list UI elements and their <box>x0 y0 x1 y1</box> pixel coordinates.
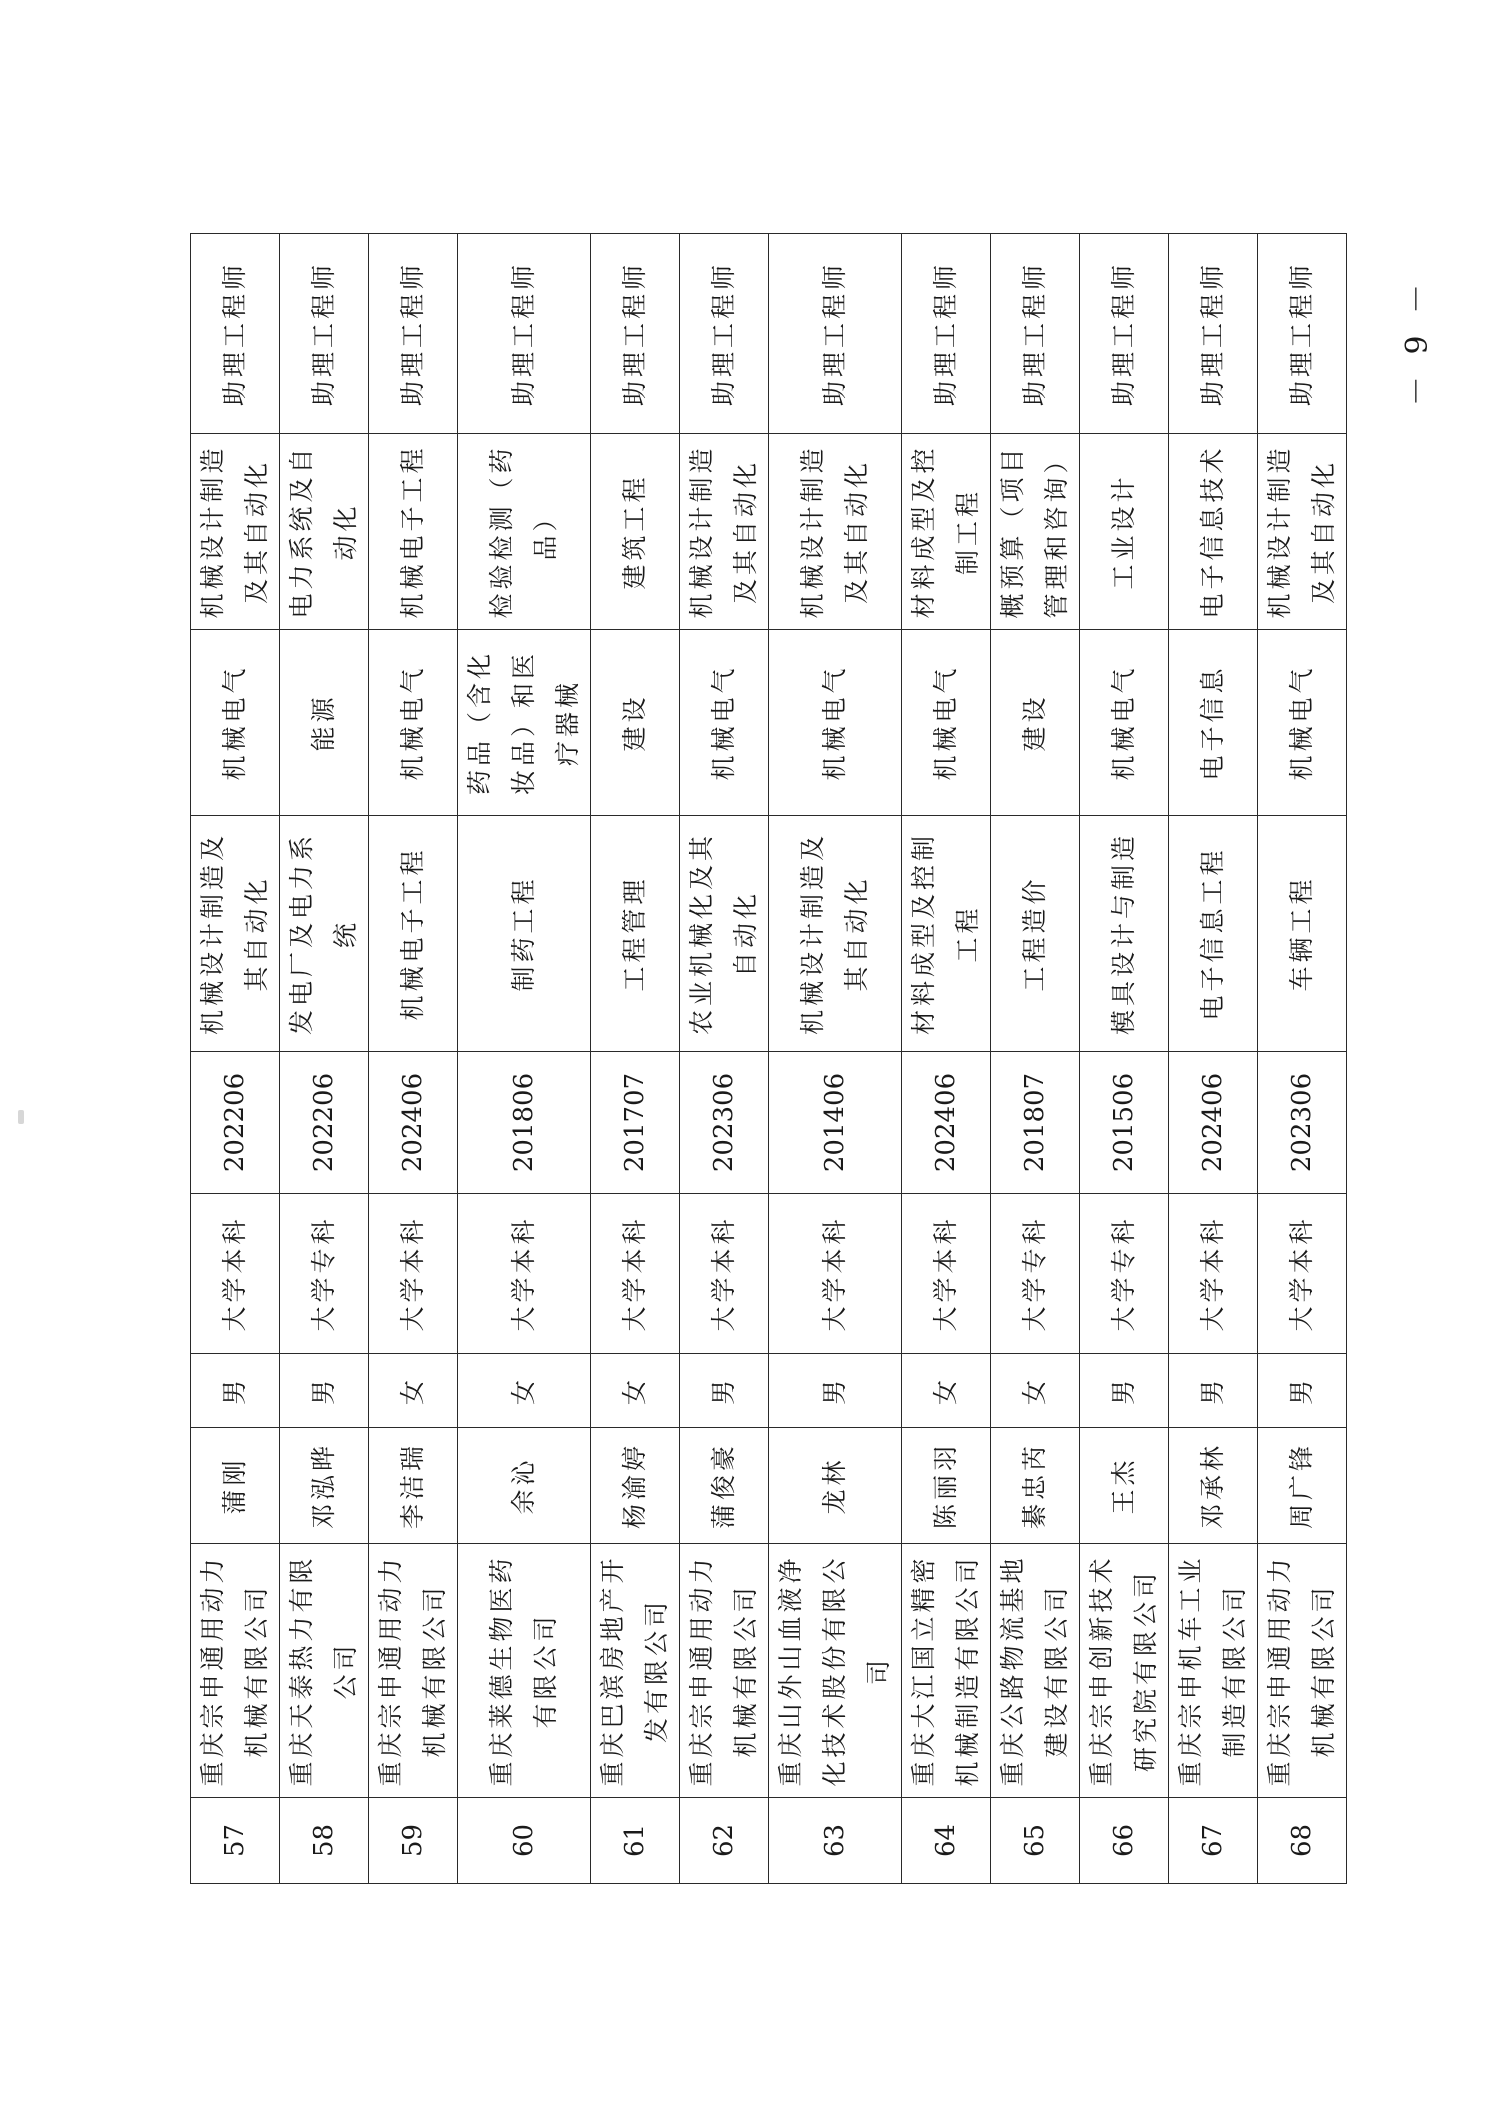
cell-title: 助理工程师 <box>280 234 369 434</box>
cell-education: 大学本科 <box>680 1194 769 1354</box>
table-row <box>991 234 1080 1884</box>
table-container <box>190 234 1338 1884</box>
cell-education: 大学本科 <box>191 1194 280 1354</box>
cell-company: 重庆宗申机车工业制造有限公司 <box>1169 1544 1258 1798</box>
cell-company: 重庆宗申通用动力机械有限公司 <box>1258 1544 1347 1798</box>
cell-no: 62 <box>680 1798 769 1884</box>
cell-grad-date: 202206 <box>280 1052 369 1194</box>
cell-specialty: 机械电子工程 <box>369 434 458 630</box>
cell-education: 大学本科 <box>458 1194 591 1354</box>
cell-grad-date: 202306 <box>680 1052 769 1194</box>
page-number: － 9 － <box>1400 277 1436 407</box>
cell-name: 邓泓晔 <box>280 1428 369 1544</box>
table-row <box>1169 234 1258 1884</box>
cell-education: 大学本科 <box>769 1194 902 1354</box>
table-row <box>458 234 591 1884</box>
cell-no: 61 <box>591 1798 680 1884</box>
cell-title: 助理工程师 <box>458 234 591 434</box>
cell-no: 68 <box>1258 1798 1347 1884</box>
cell-title: 助理工程师 <box>1080 234 1169 434</box>
cell-specialty: 机械设计制造及其自动化 <box>191 434 280 630</box>
cell-name: 杨渝婷 <box>591 1428 680 1544</box>
cell-title: 助理工程师 <box>191 234 280 434</box>
cell-title: 助理工程师 <box>1258 234 1347 434</box>
cell-major: 电子信息工程 <box>1169 816 1258 1052</box>
cell-company: 重庆巴滨房地产开发有限公司 <box>591 1544 680 1798</box>
cell-grad-date: 201506 <box>1080 1052 1169 1194</box>
cell-education: 大学专科 <box>991 1194 1080 1354</box>
cell-field: 机械电气 <box>1080 630 1169 816</box>
cell-education: 大学本科 <box>369 1194 458 1354</box>
cell-gender: 男 <box>191 1354 280 1428</box>
cell-grad-date: 202306 <box>1258 1052 1347 1194</box>
cell-company: 重庆公路物流基地建设有限公司 <box>991 1544 1080 1798</box>
cell-no: 64 <box>902 1798 991 1884</box>
table-row <box>591 234 680 1884</box>
cell-name: 邓承林 <box>1169 1428 1258 1544</box>
cell-gender: 女 <box>369 1354 458 1428</box>
cell-company: 重庆天泰热力有限公司 <box>280 1544 369 1798</box>
cell-company: 重庆宗申创新技术研究院有限公司 <box>1080 1544 1169 1798</box>
cell-field: 机械电气 <box>769 630 902 816</box>
cell-field: 药品（含化妆品）和医疗器械 <box>458 630 591 816</box>
cell-education: 大学专科 <box>280 1194 369 1354</box>
cell-gender: 女 <box>591 1354 680 1428</box>
cell-gender: 男 <box>1080 1354 1169 1428</box>
cell-name: 綦忠芮 <box>991 1428 1080 1544</box>
personnel-table <box>190 233 1347 1884</box>
cell-name: 余沁 <box>458 1428 591 1544</box>
cell-company: 重庆莱德生物医药有限公司 <box>458 1544 591 1798</box>
cell-name: 王杰 <box>1080 1428 1169 1544</box>
cell-education: 大学本科 <box>1258 1194 1347 1354</box>
cell-major: 车辆工程 <box>1258 816 1347 1052</box>
cell-title: 助理工程师 <box>902 234 991 434</box>
cell-field: 机械电气 <box>680 630 769 816</box>
cell-gender: 男 <box>1169 1354 1258 1428</box>
cell-company: 重庆宗申通用动力机械有限公司 <box>369 1544 458 1798</box>
table-row <box>369 234 458 1884</box>
cell-grad-date: 202406 <box>369 1052 458 1194</box>
cell-field: 能源 <box>280 630 369 816</box>
cell-company: 重庆宗申通用动力机械有限公司 <box>191 1544 280 1798</box>
cell-specialty: 概预算（项目管理和咨询） <box>991 434 1080 630</box>
cell-gender: 男 <box>1258 1354 1347 1428</box>
cell-company: 重庆宗申通用动力机械有限公司 <box>680 1544 769 1798</box>
cell-name: 李洁瑞 <box>369 1428 458 1544</box>
cell-name: 周广锋 <box>1258 1428 1347 1544</box>
cell-field: 建设 <box>991 630 1080 816</box>
cell-specialty: 工业设计 <box>1080 434 1169 630</box>
cell-field: 机械电气 <box>191 630 280 816</box>
cell-major: 机械设计制造及其自动化 <box>769 816 902 1052</box>
cell-major: 机械电子工程 <box>369 816 458 1052</box>
cell-major: 机械设计制造及其自动化 <box>191 816 280 1052</box>
cell-name: 陈丽羽 <box>902 1428 991 1544</box>
cell-grad-date: 201406 <box>769 1052 902 1194</box>
cell-title: 助理工程师 <box>591 234 680 434</box>
table-row <box>1080 234 1169 1884</box>
cell-field: 建设 <box>591 630 680 816</box>
cell-education: 大学本科 <box>902 1194 991 1354</box>
cell-no: 63 <box>769 1798 902 1884</box>
cell-gender: 男 <box>280 1354 369 1428</box>
cell-field: 机械电气 <box>369 630 458 816</box>
cell-no: 65 <box>991 1798 1080 1884</box>
cell-title: 助理工程师 <box>369 234 458 434</box>
cell-name: 蒲刚 <box>191 1428 280 1544</box>
cell-major: 发电厂及电力系统 <box>280 816 369 1052</box>
cell-specialty: 机械设计制造及其自动化 <box>769 434 902 630</box>
cell-no: 59 <box>369 1798 458 1884</box>
cell-education: 大学专科 <box>1080 1194 1169 1354</box>
cell-no: 57 <box>191 1798 280 1884</box>
cell-major: 制药工程 <box>458 816 591 1052</box>
cell-specialty: 机械设计制造及其自动化 <box>680 434 769 630</box>
cell-name: 龙林 <box>769 1428 902 1544</box>
cell-major: 农业机械化及其自动化 <box>680 816 769 1052</box>
cell-major: 工程造价 <box>991 816 1080 1052</box>
cell-education: 大学本科 <box>591 1194 680 1354</box>
scan-artifact <box>18 1110 24 1124</box>
cell-no: 60 <box>458 1798 591 1884</box>
table-row <box>191 234 280 1884</box>
cell-grad-date: 201707 <box>591 1052 680 1194</box>
cell-title: 助理工程师 <box>991 234 1080 434</box>
cell-gender: 女 <box>902 1354 991 1428</box>
table-row <box>680 234 769 1884</box>
cell-field: 电子信息 <box>1169 630 1258 816</box>
table-row <box>769 234 902 1884</box>
table-row <box>280 234 369 1884</box>
cell-gender: 男 <box>769 1354 902 1428</box>
cell-company: 重庆大江国立精密机械制造有限公司 <box>902 1544 991 1798</box>
cell-specialty: 电子信息技术 <box>1169 434 1258 630</box>
cell-specialty: 建筑工程 <box>591 434 680 630</box>
cell-specialty: 检验检测（药品） <box>458 434 591 630</box>
cell-company: 重庆山外山血液净化技术股份有限公司 <box>769 1544 902 1798</box>
cell-major: 工程管理 <box>591 816 680 1052</box>
cell-grad-date: 202406 <box>1169 1052 1258 1194</box>
cell-title: 助理工程师 <box>769 234 902 434</box>
table-row <box>1258 234 1347 1884</box>
cell-grad-date: 202206 <box>191 1052 280 1194</box>
cell-gender: 女 <box>991 1354 1080 1428</box>
cell-gender: 男 <box>680 1354 769 1428</box>
table-row <box>902 234 991 1884</box>
cell-major: 材料成型及控制工程 <box>902 816 991 1052</box>
cell-grad-date: 201806 <box>458 1052 591 1194</box>
cell-grad-date: 201807 <box>991 1052 1080 1194</box>
cell-major: 模具设计与制造 <box>1080 816 1169 1052</box>
cell-field: 机械电气 <box>1258 630 1347 816</box>
cell-title: 助理工程师 <box>680 234 769 434</box>
cell-name: 蒲俊豪 <box>680 1428 769 1544</box>
cell-field: 机械电气 <box>902 630 991 816</box>
cell-education: 大学本科 <box>1169 1194 1258 1354</box>
cell-specialty: 机械设计制造及其自动化 <box>1258 434 1347 630</box>
cell-gender: 女 <box>458 1354 591 1428</box>
cell-grad-date: 202406 <box>902 1052 991 1194</box>
cell-no: 66 <box>1080 1798 1169 1884</box>
cell-no: 67 <box>1169 1798 1258 1884</box>
cell-title: 助理工程师 <box>1169 234 1258 434</box>
cell-specialty: 电力系统及自动化 <box>280 434 369 630</box>
cell-no: 58 <box>280 1798 369 1884</box>
cell-specialty: 材料成型及控制工程 <box>902 434 991 630</box>
